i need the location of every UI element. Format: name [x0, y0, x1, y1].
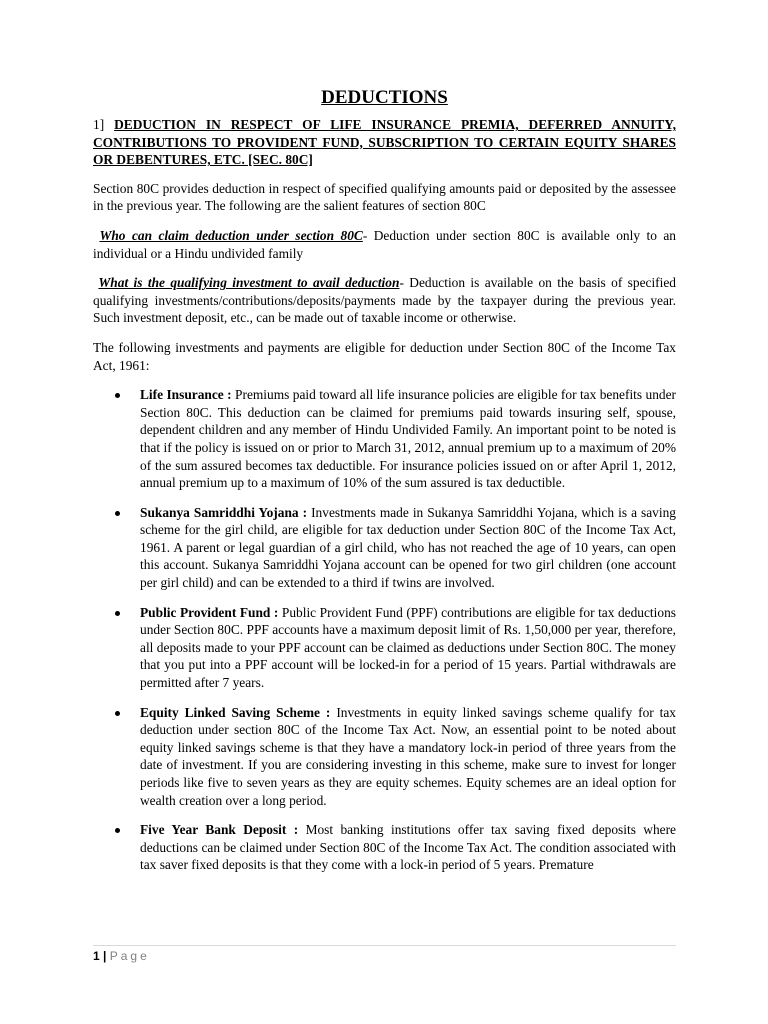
bullet-icon	[115, 511, 120, 516]
footer-separator: |	[103, 949, 107, 963]
list-item-text: Premiums paid toward all life insurance policies are eligible for tax benefits under Section 80C. This deduction can be claimed for premiums paid towards insuring self, spouse, dependent children and any member of Hindu Undivided Family. An important point to be noted is that if the policy is issued on or prior to March 31, 2012, annual premium up to a maximum of 20% of the sum assured becomes tax deductible. For insurance policies issued on or after April 1, 2012, annual premium up to a maximum of 10% of the sum assured is tax deductible.	[140, 387, 677, 491]
list-item-term: Equity Linked Saving Scheme :	[140, 704, 331, 720]
bullet-icon	[115, 611, 120, 616]
intro-paragraph: Section 80C provides deduction in respect of specified qualifying amounts paid or deposited by the assessee in the previous year. The following are the salient features of section 80C	[93, 180, 676, 214]
list-item-bank-deposit	[93, 821, 676, 874]
section-number: 1]	[93, 117, 105, 132]
list-item-elss	[93, 704, 676, 810]
list-item-life-insurance	[93, 386, 676, 492]
list-item-text: Most banking institutions offer tax saving fixed deposits where deductions can be claimed under Section 80C of the Income Tax Act. The condition associated with tax saver fixed deposits is that they come with a lock-in period of 5 years. Premature	[140, 822, 676, 873]
who-can-claim-paragraph	[93, 227, 676, 262]
deduction-list	[93, 386, 676, 874]
page-title: DEDUCTIONS	[321, 87, 448, 108]
who-can-claim-label: Who can claim deduction under section 80C	[99, 227, 363, 243]
list-item-sukanya-samriddhi	[93, 504, 676, 592]
section-heading-text: DEDUCTION IN RESPECT OF LIFE INSURANCE PREMIA, DEFERRED ANNUITY, CONTRIBUTIONS TO PROVIDENT FUND, SUBSCRIPTION TO CERTAIN EQUITY SHARES OR DEBENTURES, ETC. [SEC. 80C]	[93, 117, 676, 168]
bullet-icon	[115, 711, 120, 716]
list-item-text: Investments in equity linked savings scheme qualify for tax deduction under section 80C of the Income Tax Act. Now, an essential point to be noted about equity linked savings scheme is that they have a mandatory lock-in period of three years from the date of investment. If you are considering investing in this scheme, make sure to invest for longer periods like five to seven years as they are equity schemes. Equity schemes are an ideal option for wealth creation over a long period.	[140, 704, 677, 808]
page-number: 1	[93, 949, 100, 963]
list-item-term: Five Year Bank Deposit :	[140, 822, 299, 838]
list-intro-paragraph: The following investments and payments are eligible for deduction under Section 80C of the Income Tax Act, 1961:	[93, 339, 676, 373]
qualifying-investment-text: - Deduction is available on the basis of specified qualifying investments/contributions/deposits/payments made by the taxpayer during the previous year. Such investment deposit, etc., can be made out of taxable income or otherwise.	[93, 275, 676, 326]
qualifying-investment-paragraph	[93, 274, 676, 327]
who-can-claim-text: - Deduction under section 80C is available only to an individual or a Hindu undivided family	[93, 227, 676, 261]
list-item-ppf	[93, 604, 676, 692]
list-item-term: Sukanya Samriddhi Yojana :	[140, 504, 308, 520]
list-item-text: Investments made in Sukanya Samriddhi Yojana, which is a saving scheme for the girl child, are eligible for tax deduction under Section 80C of the Income Tax Act, 1961. A parent or legal guardian of a girl child, who has not reached the age of 10 years, can open this account. Sukanya Samriddhi Yojana account can be opened for two girl children (one account per girl child) and can be extended to a third if twins are involved.	[140, 504, 676, 591]
list-item-term: Life Insurance :	[140, 387, 232, 403]
qualifying-investment-label: What is the qualifying investment to avail deduction	[98, 275, 400, 291]
bullet-icon	[115, 828, 120, 833]
footer-divider	[93, 945, 676, 946]
list-item-term: Public Provident Fund :	[140, 604, 279, 620]
bullet-icon	[115, 393, 120, 398]
page-label: Page	[109, 949, 150, 963]
list-item-text: Public Provident Fund (PPF) contributions are eligible for tax deductions under Section 80C. PPF accounts have a maximum deposit limit of Rs. 1,50,000 per year, therefore, all deposits made to your PPF account can be claimed as deductions under Section 80C. The money that you put into a PPF account will be locked-in for a period of 15 years. Partial withdrawals are permitted after 7 years.	[140, 604, 676, 691]
page-content	[93, 86, 676, 886]
section-heading	[93, 116, 676, 169]
page-footer	[93, 948, 150, 964]
